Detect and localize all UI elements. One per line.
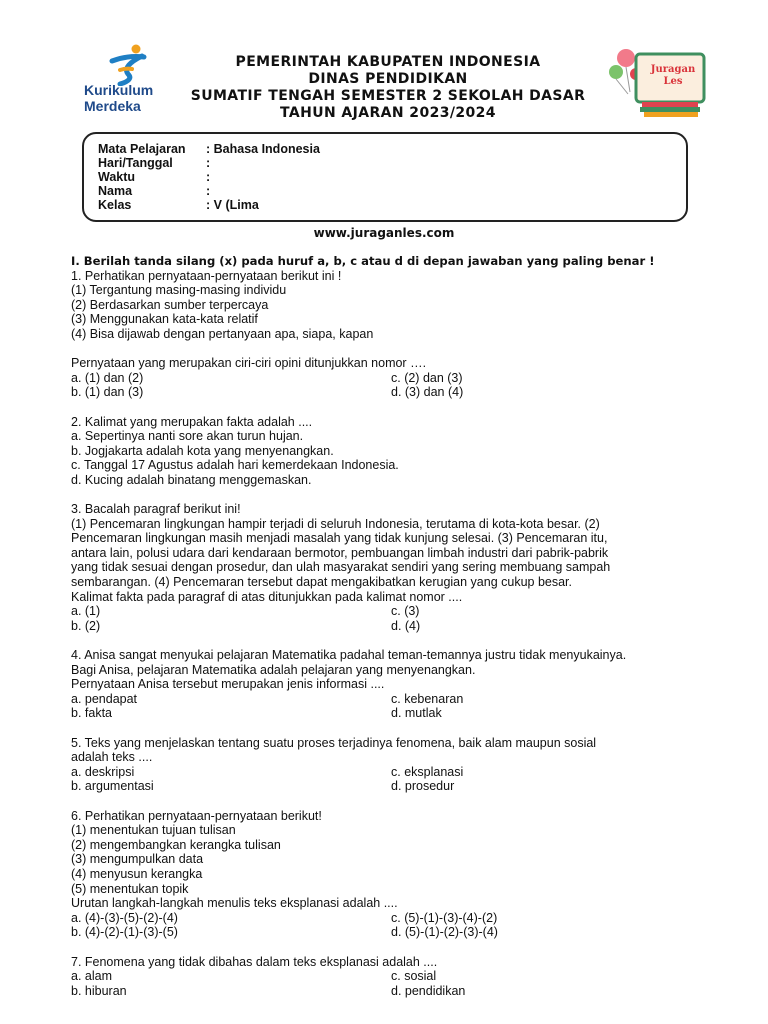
logo-juragan-text: Juragan <box>650 64 696 75</box>
question-spacer <box>71 794 711 809</box>
answer-option[interactable]: b. argumentasi <box>71 779 154 794</box>
question-text-line: sembarangan. (4) Pencemaran tersebut dapat mengakibatkan kerugian yang cukup besar. <box>71 575 573 590</box>
header-line-2: DINAS PENDIDIKAN <box>308 71 468 87</box>
header-line-1: PEMERINTAH KABUPATEN INDONESIA <box>235 54 541 70</box>
website-url: www.juraganles.com <box>313 226 455 240</box>
question-7 <box>71 955 711 999</box>
question-text-line: (3) mengumpulkan data <box>71 852 204 867</box>
answer-option-row <box>71 604 711 619</box>
question-text-line: yang tidak sesuai dengan prosedur, dan ulah masyarakat sendiri yang sering membuang sampah <box>71 560 611 575</box>
question-text-line: (1) Tergantung masing-masing individu <box>71 283 287 298</box>
question-spacer <box>71 400 711 415</box>
question-text-line: 6. Perhatikan pernyataan-pernyataan berikut! <box>71 808 322 823</box>
question-spacer <box>71 633 711 648</box>
answer-option[interactable]: b. (2) <box>71 618 101 633</box>
student-info-box <box>82 132 688 222</box>
question-text-line: Pernyataan Anisa tersebut merupakan jenis informasi .... <box>71 677 385 692</box>
question-spacer <box>71 721 711 736</box>
info-value: : <box>206 170 211 184</box>
question-text-line: (2) mengembangkan kerangka tulisan <box>71 837 281 852</box>
question-text-line: d. Kucing adalah binatang menggemaskan. <box>71 472 312 487</box>
question-text-line: (4) Bisa dijawab dengan pertanyaan apa, siapa, kapan <box>71 326 374 341</box>
question-text-line: (1) Pencemaran lingkungan hampir terjadi di seluruh Indonesia, terutama di kota-kota besar. (2) <box>71 516 600 531</box>
info-value: : Bahasa Indonesia <box>206 142 320 156</box>
question-text-line: 1. Perhatikan pernyataan-pernyataan berikut ini ! <box>71 268 342 283</box>
answer-option[interactable]: b. (4)-(2)-(1)-(3)-(5) <box>71 925 178 940</box>
answer-option[interactable]: a. alam <box>71 969 112 984</box>
answer-option[interactable]: c. kebenaran <box>391 691 464 706</box>
question-text-line: Urutan langkah-langkah menulis teks eksplanasi adalah .... <box>71 896 398 911</box>
answer-option-row <box>71 385 711 400</box>
question-text-line: Kalimat fakta pada paragraf di atas ditunjukkan pada kalimat nomor .... <box>71 589 463 604</box>
info-label: Waktu <box>98 170 136 184</box>
answer-option[interactable]: c. (3) <box>391 604 420 619</box>
question-4 <box>71 648 711 736</box>
question-text-line: (1) menentukan tujuan tulisan <box>71 823 236 838</box>
answer-option[interactable]: a. (4)-(3)-(5)-(2)-(4) <box>71 910 178 925</box>
answer-option-row <box>71 706 711 721</box>
answer-option[interactable]: d. pendidikan <box>391 983 466 998</box>
answer-option-row <box>71 984 711 999</box>
info-row-name <box>98 184 210 198</box>
question-text-line: Bagi Anisa, pelajaran Matematika adalah pelajaran yang menyenangkan. <box>71 662 476 677</box>
info-value: : <box>206 156 211 170</box>
answer-option[interactable]: b. hiburan <box>71 983 127 998</box>
question-6 <box>71 809 711 955</box>
answer-option[interactable]: d. mutlak <box>391 706 442 721</box>
answer-option-row <box>71 692 711 707</box>
question-text-line: b. Jogjakarta adalah kota yang menyenangkan. <box>71 443 334 458</box>
question-text-line <box>71 342 711 357</box>
juragan-les-logo <box>606 44 710 120</box>
header-line-4: TAHUN AJARAN 2023/2024 <box>280 105 496 121</box>
question-text-line: adalah teks .... <box>71 750 153 765</box>
question-text-line: (5) menentukan topik <box>71 881 189 896</box>
question-text-line: 3. Bacalah paragraf berikut ini! <box>71 502 241 517</box>
question-text-line: (2) Berdasarkan sumber terpercaya <box>71 297 269 312</box>
info-value: : V (Lima <box>206 198 259 212</box>
answer-option[interactable]: c. sosial <box>391 969 437 984</box>
answer-option[interactable]: b. (1) dan (3) <box>71 385 144 400</box>
header-line-3: SUMATIF TENGAH SEMESTER 2 SEKOLAH DASAR <box>190 88 586 104</box>
answer-option-row <box>71 911 711 926</box>
answer-option[interactable]: c. (2) dan (3) <box>391 370 463 385</box>
info-label: Nama <box>98 184 133 198</box>
answer-option[interactable]: a. (1) dan (2) <box>71 370 144 385</box>
info-row-date <box>98 156 210 170</box>
answer-option[interactable]: a. deskripsi <box>71 764 135 779</box>
logo-word-1: Kurikulum <box>84 82 154 98</box>
question-text-line: a. Sepertinya nanti sore akan turun hujan. <box>71 429 304 444</box>
question-3 <box>71 502 711 648</box>
question-content <box>71 254 711 998</box>
question-text-line: (4) menyusun kerangka <box>71 866 203 881</box>
answer-option[interactable]: a. (1) <box>71 604 101 619</box>
question-spacer <box>71 940 711 955</box>
answer-option-row <box>71 969 711 984</box>
answer-option-row <box>71 619 711 634</box>
answer-option[interactable]: d. (4) <box>391 618 421 633</box>
answer-option[interactable]: d. (3) dan (4) <box>391 385 464 400</box>
answer-option-row <box>71 779 711 794</box>
answer-option[interactable]: c. eksplanasi <box>391 764 464 779</box>
answer-option[interactable]: d. prosedur <box>391 779 455 794</box>
question-text-line: 7. Fenomena yang tidak dibahas dalam teks eksplanasi adalah .... <box>71 954 438 969</box>
question-text-line: 4. Anisa sangat menyukai pelajaran Matematika padahal teman-temannya justru tidak menyukainya. <box>71 648 627 663</box>
logo-les-text: Les <box>663 76 683 87</box>
question-text-line: Pencemaran lingkungan masih menjadi masalah yang tidak kunjung selesai. (3) Pencemaran itu, <box>71 531 608 546</box>
question-2 <box>71 415 711 503</box>
answer-option-row <box>71 925 711 940</box>
question-text-line: Pernyataan yang merupakan ciri-ciri opini ditunjukkan nomor …. <box>71 356 427 371</box>
info-label: Mata Pelajaran <box>98 142 186 156</box>
logo-word-2: Merdeka <box>84 98 141 114</box>
kurikulum-merdeka-mark-icon <box>98 44 158 86</box>
question-text-line: (3) Menggunakan kata-kata relatif <box>71 312 258 327</box>
info-label: Hari/Tanggal <box>98 156 173 170</box>
instructions: I. Berilah tanda silang (x) pada huruf a, b, c atau d di depan jawaban yang paling benar ! <box>71 254 655 268</box>
question-spacer <box>71 488 711 503</box>
question-5 <box>71 736 711 809</box>
document-header <box>180 54 596 122</box>
info-row-subject <box>98 142 320 156</box>
question-1 <box>71 269 711 415</box>
question-text-line: c. Tanggal 17 Agustus adalah hari kemerdekaan Indonesia. <box>71 458 399 473</box>
info-value: : <box>206 184 211 198</box>
question-text-line: 5. Teks yang menjelaskan tentang suatu proses terjadinya fenomena, baik alam maupun sosial <box>71 735 597 750</box>
answer-option[interactable]: c. (5)-(1)-(3)-(4)-(2) <box>391 910 498 925</box>
info-row-class <box>98 198 259 212</box>
info-row-time <box>98 170 210 184</box>
question-text-line: antara lain, polusi udara dari kendaraan bermotor, pembuangan limbah industri dari pabrik-pabrik <box>71 545 609 560</box>
info-label: Kelas <box>98 198 132 212</box>
answer-option[interactable]: b. fakta <box>71 706 112 721</box>
answer-option[interactable]: d. (5)-(1)-(2)-(3)-(4) <box>391 925 498 940</box>
kurikulum-merdeka-logo <box>80 44 180 116</box>
question-list <box>71 269 711 999</box>
question-text-line: 2. Kalimat yang merupakan fakta adalah .... <box>71 414 313 429</box>
answer-option-row <box>71 371 711 386</box>
answer-option[interactable]: a. pendapat <box>71 691 138 706</box>
answer-option-row <box>71 765 711 780</box>
